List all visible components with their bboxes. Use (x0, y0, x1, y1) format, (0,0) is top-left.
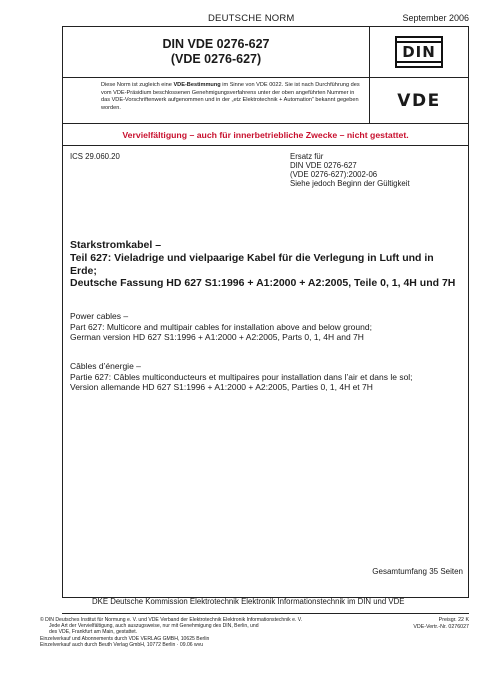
price-group: Preisgr. 22 K (438, 617, 469, 623)
document-type-label: DEUTSCHE NORM (208, 13, 295, 24)
standard-number-box (62, 26, 370, 78)
footer-line: Einzelverkauf auch durch Beuth Verlag GmbH, 10772 Berlin · 09.06 wvu (40, 641, 204, 648)
english-title-line: Power cables – (70, 311, 129, 321)
english-title (70, 311, 466, 343)
price-info (413, 617, 469, 630)
french-title-line: Partie 627: Câbles multiconducteurs et multipaires pour installation dans l’air et dans le sol; (70, 371, 413, 382)
vde-notice (62, 78, 370, 124)
footer-line: Einzelverkauf und Abonnements durch VDE VERLAG GMBH, 10625 Berlin (40, 635, 210, 642)
english-title-line: Part 627: Multicore and multipair cables for installation above and below ground; (70, 321, 372, 332)
english-title-line: German version HD 627 S1:1996 + A1:2000 + A2:2005, Parts 0, 1, 4H and 7H (70, 332, 364, 342)
replacement-line: (VDE 0276-627):2002-06 (290, 170, 378, 179)
dke-line: DKE Deutsche Kommission Elektrotechnik Elektronik Informationstechnik im DIN und VDE (92, 597, 405, 606)
ics-code: ICS 29.060.20 (70, 152, 120, 161)
order-number: VDE-Vertr.-Nr. 0276027 (413, 623, 469, 630)
vde-logo: VDE (397, 90, 441, 111)
reproduction-notice: Vervielfältigung – auch für innerbetriebliche Zwecke – nicht gestattet. (122, 129, 409, 140)
german-title (70, 239, 462, 290)
footer-line: Jede Art der Vervielfältigung, auch auszugsweise, nur mit Genehmigung des DIN, Berlin, und (49, 623, 259, 630)
french-title-line: Câbles d’énergie – (70, 361, 141, 371)
notice-text-bold: VDE-Bestimmung (173, 82, 221, 88)
din-logo (395, 36, 443, 68)
german-title-line: Teil 627: Vieladrige und vielpaarige Kabel für die Verlegung in Luft und in Erde; (70, 251, 434, 277)
vde-logo-box (370, 78, 469, 124)
notice-text-post: im Sinne von VDE 0022. Sie ist nach Durchführung des vom VDE-Präsidium beschlossenen Genehmigungsverfahrens unter der oben angeführten Nummer in das VDE-Vorschriftenwerk aufgenommen und in der „etz Elektrotechnik + Automation“ bekannt gegeben worden. (101, 82, 360, 111)
standard-number: DIN VDE 0276-627 (162, 36, 270, 51)
din-logo-box (370, 26, 469, 78)
german-title-line: Starkstromkabel – (70, 239, 162, 251)
vde-number: (VDE 0276-627) (170, 51, 262, 66)
french-title (70, 361, 466, 393)
replacement-line: Ersatz für (290, 152, 324, 161)
din-logo-text: DIN (402, 42, 436, 61)
copyright-footer (40, 617, 390, 648)
footer-line: des VDE, Frankfurt am Main, gestattet. (49, 629, 138, 636)
german-title-line: Deutsche Fassung HD 627 S1:1996 + A1:2000 + A2:2005, Teile 0, 1, 4H und 7H (70, 277, 456, 290)
replacement-info (290, 152, 410, 188)
footer-rule (62, 613, 469, 614)
reproduction-notice-box (62, 124, 469, 146)
total-pages: Gesamtumfang 35 Seiten (372, 567, 463, 576)
replacement-line: Siehe jedoch Beginn der Gültigkeit (290, 179, 410, 188)
footer-line: © DIN Deutsches Institut für Normung e. V. und VDE Verband der Elektrotechnik Elektronik Informationstechnik e. V. (40, 617, 303, 623)
notice-text-pre: Diese Norm ist zugleich eine (101, 82, 174, 88)
french-title-line: Version allemande HD 627 S1:1996 + A1:2000 + A2:2005, Parties 0, 1, 4H et 7H (70, 382, 373, 392)
replacement-line: DIN VDE 0276-627 (290, 161, 357, 170)
publication-date: September 2006 (402, 13, 469, 23)
